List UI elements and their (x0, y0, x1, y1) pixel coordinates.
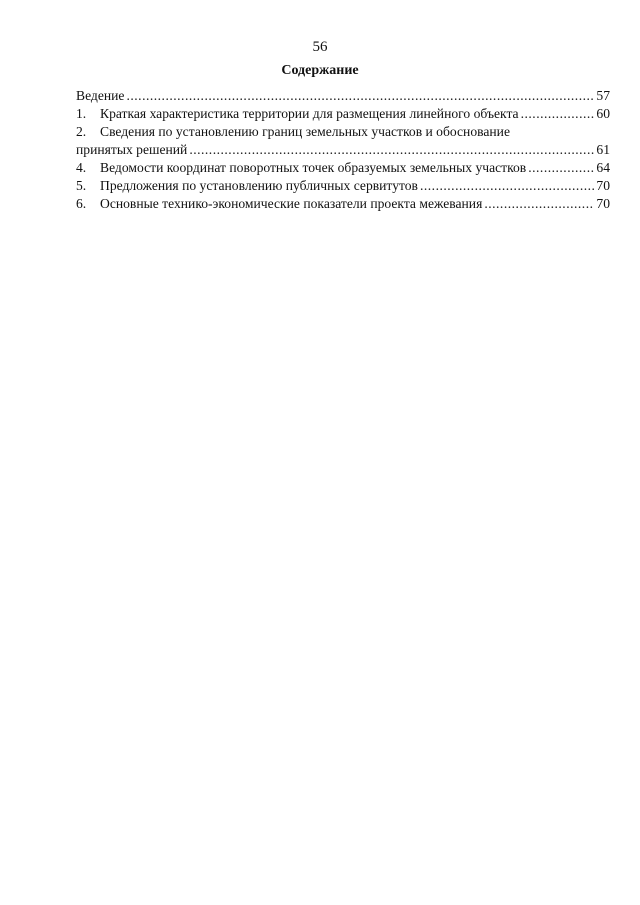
toc-entry-number: 1. (76, 106, 87, 121)
toc-entry-introduction (76, 87, 610, 105)
toc-entry-text-continued: принятых решений (76, 142, 188, 157)
toc-title: Содержание (281, 63, 359, 78)
toc-entry-text: Ведение (76, 88, 125, 103)
toc-leader-dots (528, 159, 594, 177)
toc-entry-5 (76, 177, 610, 195)
toc-leader-dots (484, 195, 594, 213)
toc-leader-dots (189, 141, 594, 159)
toc-entry-page: 60 (596, 106, 610, 121)
toc-entry-text: Сведения по установлению границ земельных участков и обоснование (100, 124, 510, 139)
toc-entry-number: 6. (76, 196, 87, 211)
toc-entry-4 (76, 159, 610, 177)
toc-entry-page: 64 (596, 160, 610, 175)
toc-entry-6 (76, 195, 610, 213)
toc-leader-dots (420, 177, 594, 195)
toc-entry-2-line-2 (76, 141, 610, 159)
toc-entry-text: Предложения по установлению публичных сервитутов (100, 178, 418, 193)
toc-entry-number: 5. (76, 178, 87, 193)
toc-leader-dots (126, 87, 594, 105)
toc-leader-dots (521, 105, 595, 123)
toc-entry-page: 57 (596, 88, 610, 103)
toc-entry-number: 2. (76, 124, 87, 139)
page-number: 56 (312, 39, 328, 55)
toc-entry-page: 70 (596, 196, 610, 211)
toc-entry-page: 70 (596, 178, 610, 193)
toc-entry-number: 4. (76, 160, 87, 175)
toc-entry-1 (76, 105, 610, 123)
toc-entry-text: Краткая характеристика территории для размещения линейного объекта (100, 106, 519, 121)
toc-entry-text: Основные технико-экономические показатели проекта межевания (100, 196, 483, 211)
toc-entry-2-line-1 (76, 123, 610, 141)
toc-entry-page: 61 (596, 142, 610, 157)
table-of-contents (76, 87, 610, 213)
toc-entry-text: Ведомости координат поворотных точек образуемых земельных участков (100, 160, 527, 175)
